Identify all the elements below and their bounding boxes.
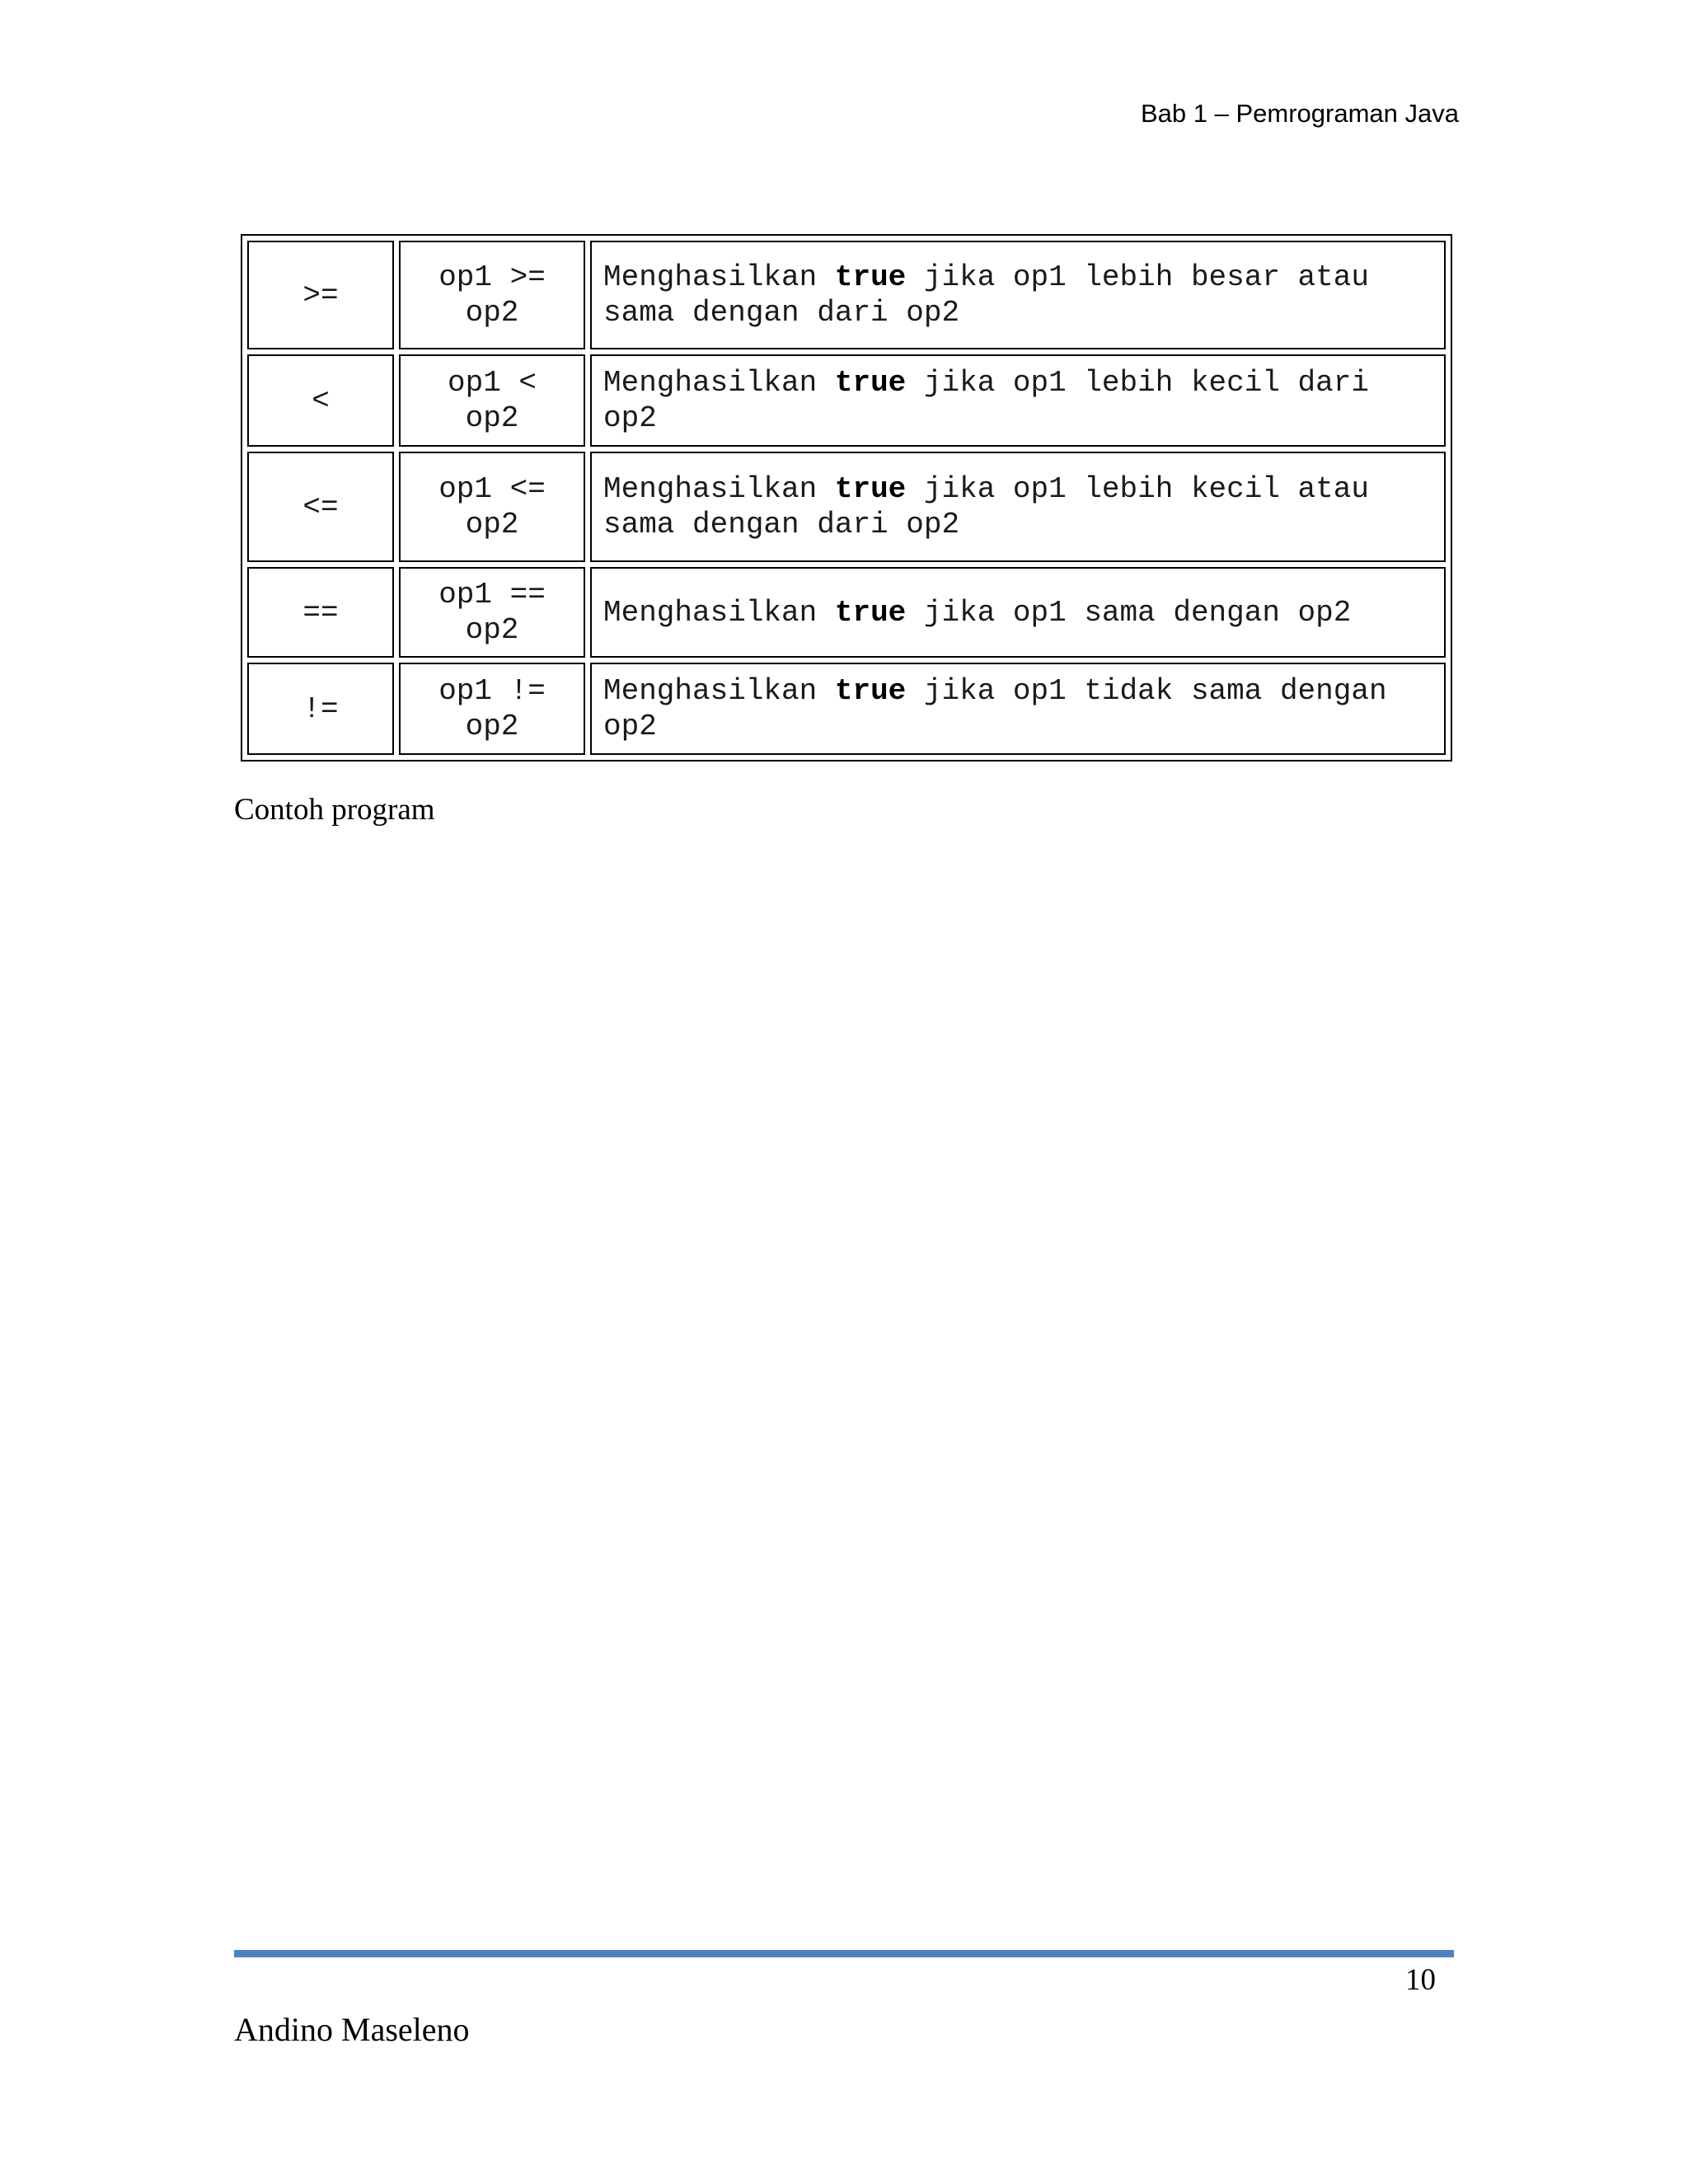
description-text: jika op1 lebih besar atau sama dengan dari op2 <box>603 260 1369 330</box>
description-cell <box>590 663 1446 755</box>
description-cell <box>590 241 1446 349</box>
usage-line: op1 != <box>438 674 546 708</box>
page-number: 10 <box>1405 1963 1436 1997</box>
description-text: jika op1 tidak sama dengan op2 <box>603 674 1387 743</box>
keyword-true: true <box>834 472 907 506</box>
table-row <box>247 354 1446 447</box>
keyword-true: true <box>834 674 907 708</box>
usage-line: op2 <box>465 296 519 330</box>
relational-operators-table <box>241 234 1452 762</box>
usage-cell <box>399 354 585 447</box>
description-text: jika op1 lebih kecil atau sama dengan dari op2 <box>603 472 1369 541</box>
description-text: jika op1 sama dengan op2 <box>906 595 1352 630</box>
table-row <box>247 567 1446 658</box>
usage-line: op2 <box>465 710 519 743</box>
description-text: Menghasilkan <box>603 260 835 294</box>
keyword-true: true <box>834 260 907 294</box>
usage-cell <box>399 452 585 562</box>
operator-cell: >= <box>247 241 394 349</box>
usage-cell <box>399 567 585 658</box>
operator-cell: != <box>247 663 394 755</box>
operator-cell: < <box>247 354 394 447</box>
operator-cell: == <box>247 567 394 658</box>
description-text: Menghasilkan <box>603 366 835 400</box>
usage-line: op1 >= <box>438 260 546 294</box>
usage-line: op2 <box>465 613 519 647</box>
description-text: Menghasilkan <box>603 595 835 630</box>
table-row <box>247 241 1446 349</box>
keyword-true: true <box>834 595 907 630</box>
description-text: jika op1 lebih kecil dari op2 <box>603 366 1369 435</box>
section-caption: Contoh program <box>234 793 435 827</box>
table-row <box>247 663 1446 755</box>
usage-line: op1 <= <box>438 472 546 506</box>
description-text: Menghasilkan <box>603 472 835 506</box>
description-text: Menghasilkan <box>603 674 835 708</box>
description-cell <box>590 354 1446 447</box>
description-cell <box>590 567 1446 658</box>
author-name: Andino Maseleno <box>234 2011 470 2048</box>
usage-line: op2 <box>465 401 519 435</box>
running-header: Bab 1 – Pemrograman Java <box>1141 99 1459 128</box>
keyword-true: true <box>834 366 907 400</box>
usage-cell <box>399 663 585 755</box>
footer-rule <box>234 1950 1454 1957</box>
usage-line: op2 <box>465 508 519 541</box>
operator-cell: <= <box>247 452 394 562</box>
usage-cell <box>399 241 585 349</box>
usage-line: op1 < <box>447 366 537 400</box>
description-cell <box>590 452 1446 562</box>
usage-line: op1 == <box>438 578 546 612</box>
table-row <box>247 452 1446 562</box>
